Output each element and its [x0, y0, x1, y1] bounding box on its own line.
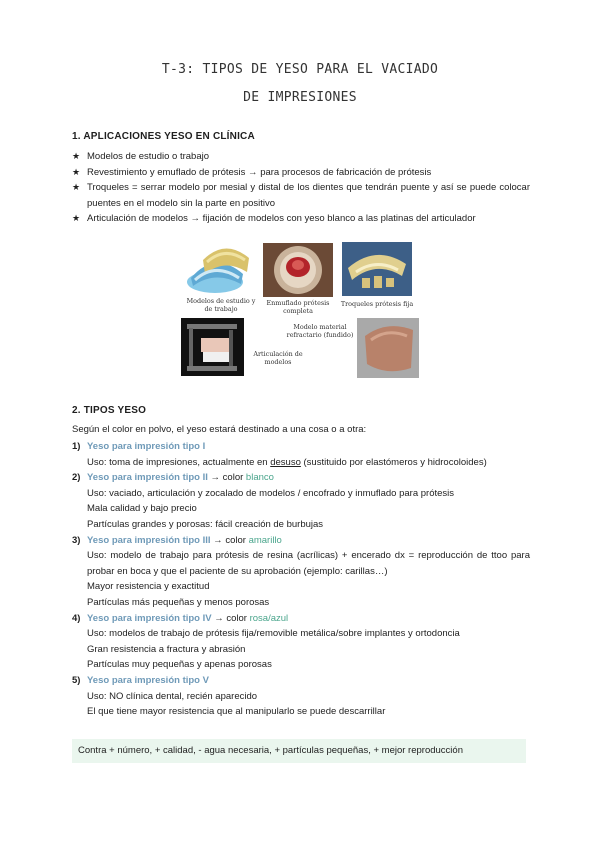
type-detail: Uso: vaciado, articulación y zocalado de modelos / encofrado y inmuflado para prótesis	[87, 487, 455, 499]
type-heading: 2) Yeso para impresión tipo II → color blanco	[72, 472, 274, 484]
section-2-heading: 2. TIPOS YESO	[72, 405, 147, 416]
refractory-model-image	[357, 318, 419, 378]
articulator-image	[181, 318, 244, 376]
study-models-image	[185, 240, 254, 295]
dies-caption: Troqueles prótesis fija	[340, 300, 414, 308]
list-item: ★ Revestimiento y emuflado de prótesis → para procesos de fabricación de prótesis	[72, 165, 530, 181]
page-title-line-2: DE IMPRESIONES	[243, 90, 357, 105]
type-detail: Mala calidad y bajo precio	[87, 503, 197, 515]
types-intro: Según el color en polvo, el yeso estará destinado a una cosa o a otra:	[72, 424, 367, 435]
study-models-caption: Modelos de estudio y de trabajo	[186, 297, 256, 313]
type-detail: Mayor resistencia y exactitud	[87, 581, 210, 593]
refractory-caption: Modelo material refractario (fundido)	[286, 323, 354, 339]
type-detail: Uso: toma de impresiones, actualmente en desuso (sustituido por elastómeros y hidrocoloides)	[87, 456, 487, 468]
dies-image	[342, 242, 412, 296]
star-bullet-icon: ★	[72, 151, 81, 161]
type-heading: 3) Yeso para impresión tipo III → color amarillo	[72, 534, 282, 546]
type-detail: Partículas muy pequeñas y apenas porosas	[87, 659, 272, 671]
type-detail: Uso: modelo de trabajo para prótesis de resina (acrílicas) + encerado dx = reproducción de ttoo para probar en boca y que el paciente de su aprobación (ejemplo: carillas…)	[87, 550, 530, 577]
plaster-types-list	[72, 439, 530, 720]
type-detail: Partículas grandes y porosas: fácil creación de burbujas	[87, 518, 324, 530]
summary-note-box: Contra + número, + calidad, - agua necesaria, + partículas pequeñas, + mejor reproducción	[72, 739, 526, 763]
type-detail: Partículas más pequeñas y menos porosas	[87, 596, 270, 608]
flask-image	[263, 243, 333, 297]
page-title-line-1: T-3: TIPOS DE YESO PARA EL VACIADO	[161, 62, 439, 77]
type-detail: Gran resistencia a fractura y abrasión	[87, 643, 246, 655]
type-heading: 1) Yeso para impresión tipo I	[72, 441, 206, 452]
type-detail: El que tiene mayor resistencia que al manipularlo se puede descarrillar	[87, 706, 386, 718]
list-item: ★ Modelos de estudio o trabajo	[72, 149, 530, 165]
type-heading: 5) Yeso para impresión tipo V	[72, 674, 209, 686]
list-item: ★ Troqueles = serrar modelo por mesial y distal de los dientes que tendrán puente y así se puede colocar puentes en el modelo sin la parte en positivo	[72, 182, 530, 209]
type-detail: Uso: modelos de trabajo de prótesis fija/removible metálica/sobre implantes y ortodoncia	[87, 628, 460, 640]
type-detail: Uso: NO clínica dental, recién aparecido	[87, 690, 258, 702]
star-bullet-icon: ★	[72, 166, 81, 177]
section-1-heading: 1. APLICACIONES YESO EN CLÍNICA	[72, 131, 255, 142]
star-bullet-icon: ★	[72, 213, 81, 224]
star-bullet-icon: ★	[72, 182, 81, 193]
applications-list	[72, 149, 530, 227]
flask-caption: Enmuflado prótesis completa	[266, 299, 330, 315]
list-item: ★ Articulación de modelos → fijación de modelos con yeso blanco a las platinas del articulador	[72, 211, 530, 227]
type-heading: 4) Yeso para impresión tipo IV → color rosa/azul	[72, 612, 289, 624]
articulation-caption: Articulación de modelos	[253, 350, 303, 366]
